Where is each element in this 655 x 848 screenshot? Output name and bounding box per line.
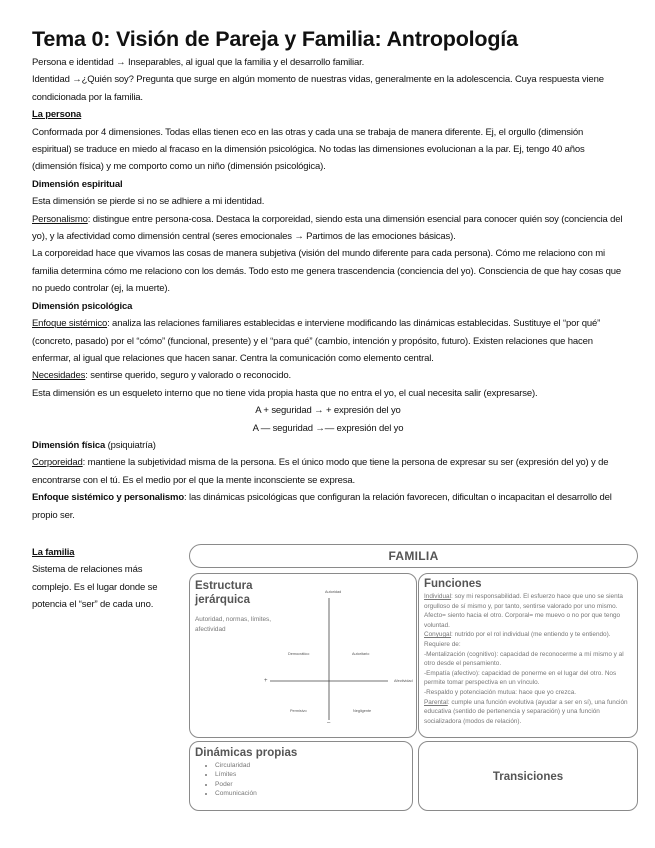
notes-body bbox=[32, 27, 624, 524]
transiciones-title: Transiciones bbox=[492, 771, 564, 783]
dinamicas-list bbox=[203, 761, 257, 798]
corporeidad-definition: : mantiene la subjetividad misma de la persona. Es el único modo que tiene la persona de expresar su ser (expresión del yo) y de encontrarse con el tú. Es el medio por el que la mente inconsciente se expresa. bbox=[32, 457, 609, 486]
axis-label-right: Afectividad bbox=[394, 679, 413, 683]
espiritual-paragraph-2 bbox=[32, 211, 624, 246]
psicologica-paragraph-2 bbox=[32, 367, 624, 384]
equation-more-security: A + seguridad → + expresión del yo bbox=[255, 405, 401, 417]
estructura-subtitle: Autoridad, normas, límites, afectividad bbox=[195, 616, 272, 633]
funcion-conyugal bbox=[424, 630, 634, 649]
funciones-title: Funciones bbox=[424, 578, 482, 590]
dinamicas-title: Dinámicas propias bbox=[195, 747, 298, 759]
section-heading-familia: La familia bbox=[32, 547, 75, 558]
axis-label-bottom: – bbox=[327, 720, 331, 726]
term-individual: Individual bbox=[424, 593, 452, 600]
parental-text: : cumple una función evolutiva (ayudar a ser en sí), una función educativa (sentido de pertenencia y separación) y una función socializadora (modos de relación). bbox=[424, 698, 628, 725]
familia-text bbox=[32, 544, 182, 614]
section-heading-espiritual: Dimensión espiritual bbox=[32, 178, 123, 190]
familia-diagram-title: FAMILIA bbox=[388, 549, 439, 563]
necesidades-definition: : sentirse querido, seguro y valorado o reconocido. bbox=[85, 370, 291, 382]
list-item: • Límites bbox=[215, 770, 257, 779]
familia-diagram-header bbox=[189, 544, 638, 568]
enfoque-personalismo-definition: : las dinámicas psicológicas que configuran la relación favorecen, dificultan o incapacitan el desarrollo del propio ser. bbox=[32, 492, 612, 521]
familia-section bbox=[32, 544, 640, 814]
quadrant-democratico: Democrático bbox=[288, 652, 310, 656]
funciones-box bbox=[418, 573, 638, 738]
parenting-quadrant bbox=[264, 590, 413, 726]
term-corporeidad: Corporeidad bbox=[32, 457, 83, 469]
individual-text: : soy mi responsabilidad. El esfuerzo hace que uno se sienta orgulloso de sí mismo y, por tanto, sentirse valorado por uno mismo. Afecto= siento hacia el otro. Corporal= me muevo o no por que tengo voluntad. bbox=[424, 593, 623, 629]
section-heading-psicologica: Dimensión psicológica bbox=[32, 300, 133, 312]
fisica-paragraph-2 bbox=[32, 489, 624, 524]
fisica-paragraph-1 bbox=[32, 454, 624, 489]
espiritual-paragraph-1: Esta dimensión se pierde si no se adhiere a mi identidad. bbox=[32, 196, 265, 208]
term-conyugal: Conyugal bbox=[424, 631, 452, 639]
psicologica-paragraph-3: Esta dimensión es un esqueleto interno que no tiene vida propia hasta que no entra el yo, el cual necesita salir (expresarse). bbox=[32, 387, 538, 399]
familia-paragraph: Sistema de relaciones más complejo. Es el lugar donde se potencia el “ser” de cada uno. bbox=[32, 564, 158, 611]
transiciones-box bbox=[418, 741, 638, 811]
requisito-empatia: -Empatía (afectivo): capacidad de ponerme en el lugar del otro. Nos permite tomar perspectiva en un vínculo. bbox=[424, 669, 617, 687]
estructura-title: Estructura jerárquica bbox=[195, 580, 253, 606]
intro-line-1: Persona e identidad → Inseparables, al igual que la familia y el desarrollo familiar. bbox=[32, 57, 365, 68]
funcion-parental bbox=[424, 698, 634, 727]
term-personalismo: Personalismo bbox=[32, 213, 88, 225]
persona-paragraph: Conformada por 4 dimensiones. Todas ellas tienen eco en las otras y cada una se trabaja de manera diferente. Ej, el orgullo (dimensión espiritual) se traduce en miedo al fracaso en la dimensión psicológica. No todas las dimensiones evolucionan a la par. Ej, tengo 40 años (dimensión física) y me comporto como un niño (dimensión psicológica). bbox=[32, 126, 585, 173]
page-title: Tema 0: Visión de Pareja y Familia: Antropología bbox=[32, 27, 518, 51]
enfoque-sistemico-definition: : analiza las relaciones familiares establecidas e interviene modificando las dinámicas establecidas. Sustituye el “por qué” (concreto, pasado) por el “cómo” (funcional, presente) y el “para qué” (cambio, intención y propósito, futuro). Existen relaciones que hacen enfermar, al igual que relaciones que hacen sanar. Centra la comunicación como elemento central. bbox=[32, 318, 601, 364]
term-necesidades: Necesidades bbox=[32, 370, 86, 382]
personalismo-definition: : distingue entre persona-cosa. Destaca la corporeidad, siendo esta una dimensión esencial para conocer quién soy (conciencia del yo), y la afectividad como dimensión central (seres emocionales → Partimos de las emociones básicas). bbox=[32, 213, 623, 243]
axis-label-top: Autoridad bbox=[325, 590, 342, 594]
section-heading-fisica bbox=[32, 437, 624, 454]
list-item: • Poder bbox=[215, 780, 257, 789]
term-parental: Parental bbox=[424, 698, 448, 706]
axis-label-left: + bbox=[264, 678, 268, 684]
funcion-individual bbox=[424, 592, 634, 630]
fisica-heading-note: (psiquiatría) bbox=[105, 439, 156, 451]
quadrant-autoritario: Autoritario bbox=[352, 652, 370, 656]
quadrant-axes bbox=[270, 594, 400, 724]
term-enfoque-personalismo: Enfoque sistémico y personalismo bbox=[32, 492, 184, 504]
requisito-respaldo: -Respaldo y potenciación mutua: hace que yo crezca. bbox=[424, 688, 577, 696]
psicologica-paragraph-1 bbox=[32, 315, 624, 367]
estructura-box bbox=[189, 573, 417, 738]
quadrant-permisivo: Permisivo bbox=[290, 709, 307, 713]
quadrant-negligente: Negligente bbox=[353, 709, 372, 713]
espiritual-paragraph-3: La corporeidad hace que vivamos las cosas de manera subjetiva (visión del mundo diferente para cada persona). Cómo me relaciono con mi familia determina cómo me relaciono con los demás. Todo esto me genera trascendencia (conciencia del yo). Consciencia de que hay cosas que no puedo controlar (ej, la muerte). bbox=[32, 248, 622, 295]
requisito-mentalizacion: -Mentalización (cognitivo): capacidad de reconocerme a mí mismo y al otro desde el pensamiento. bbox=[424, 650, 624, 668]
conyugal-text: : nutrido por el rol individual (me entiendo y te entiendo). Requiere de: bbox=[424, 631, 611, 648]
list-item: • Circularidad bbox=[215, 761, 257, 770]
list-item: • Comunicación bbox=[215, 789, 257, 798]
equation-less-security: A — seguridad →— expresión del yo bbox=[252, 422, 404, 434]
term-enfoque-sistemico: Enfoque sistémico bbox=[32, 318, 108, 330]
funciones-list bbox=[424, 592, 634, 726]
intro-line-2: Identidad →¿Quién soy? Pregunta que surge en algún momento de nuestras vidas, generalmente en la adolescencia. Cuya respuesta viene condicionada por la familia. bbox=[32, 74, 604, 103]
section-heading-persona: La persona bbox=[32, 109, 82, 121]
fisica-heading-text: Dimensión física bbox=[32, 439, 106, 451]
dinamicas-box bbox=[189, 741, 413, 811]
